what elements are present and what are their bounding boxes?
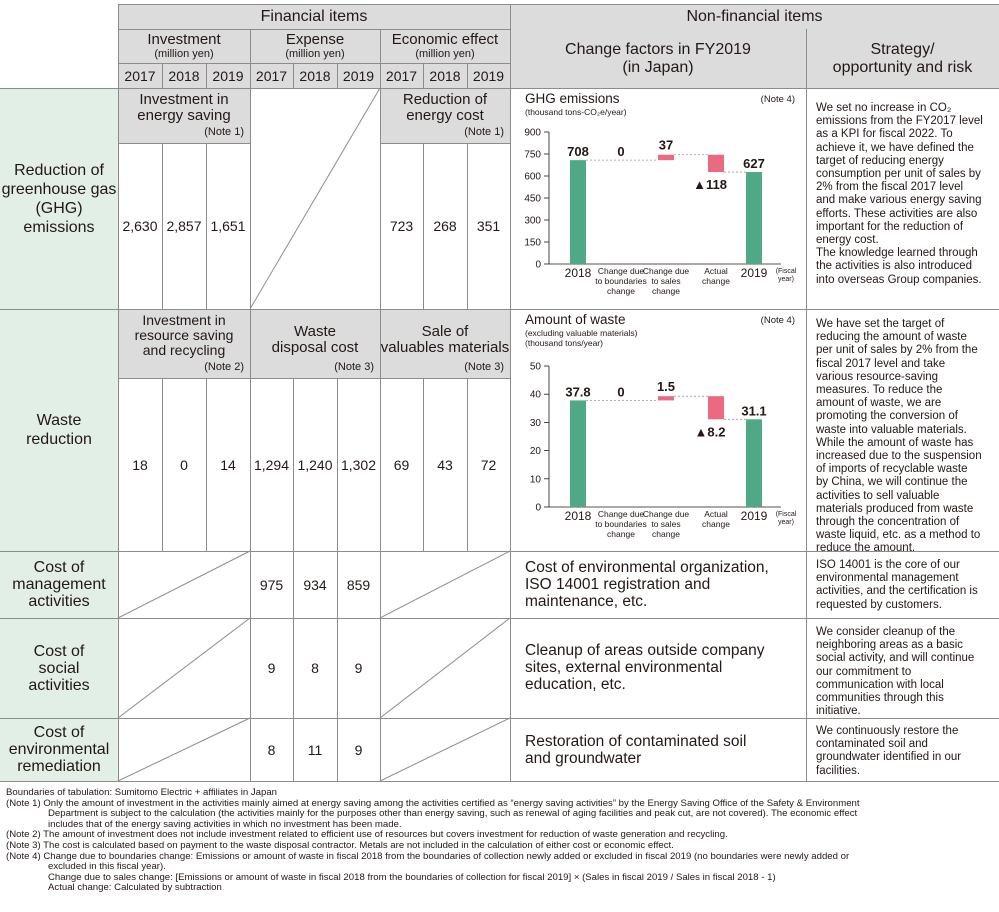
strategy-subtitle: opportunity and risk <box>832 58 973 76</box>
strategy-line: amount of waste, we are <box>816 397 942 410</box>
y-tick-label: 20 <box>529 446 541 458</box>
category-label: Actual <box>704 266 728 276</box>
title-line: valuables materials <box>380 339 510 356</box>
mgmt-expense-value: 859 <box>346 576 371 593</box>
x-axis-unit: (Fiscal <box>775 268 797 275</box>
data-label: 627 <box>743 156 765 172</box>
data-label: 0 <box>617 384 625 400</box>
strategy-line: promoting the conversion of <box>816 410 958 423</box>
mgmt-expense-value: 934 <box>303 576 327 593</box>
chart-subtitle: (excluding valuable materials) <box>525 328 638 338</box>
category-label: change <box>652 529 680 539</box>
mgmt-label-line: Cost of <box>33 559 85 576</box>
title-line: Investment in <box>139 91 229 108</box>
strategy-line: We continuously restore the <box>816 725 959 737</box>
factor-line: Cleanup of areas outside company <box>525 642 765 659</box>
year-header: 2018 <box>299 67 331 84</box>
y-tick-label: 600 <box>524 171 541 183</box>
strategy-line: consumption per unit of sales by <box>816 168 981 181</box>
remed-row-label <box>0 718 118 781</box>
category-label: 2019 <box>740 509 768 523</box>
strategy-line: While the amount of waste has <box>816 436 974 449</box>
ghg-emissions-chart <box>511 89 806 309</box>
waste-label-line: reduction <box>26 431 92 448</box>
strategy-line: energy cost. <box>816 234 879 247</box>
year-header: 2019 <box>212 67 244 84</box>
strategy-line: achieve it, we have defined the <box>816 141 974 154</box>
waste-expense-note: (Note 3) <box>334 361 374 373</box>
strategy-line: requested by customers. <box>816 598 942 611</box>
strategy-line: We have set the target of <box>816 318 945 330</box>
strategy-line: communities through this <box>816 692 944 705</box>
waste-expense-title <box>250 324 380 356</box>
data-label: 1.5 <box>656 379 676 395</box>
chart-note: (Note 4) <box>760 94 795 105</box>
mgmt-label-line: management <box>12 576 106 593</box>
remed-strategy-text <box>816 725 996 778</box>
category-label: to boundaries <box>595 519 647 529</box>
title-line: resource saving <box>134 327 234 343</box>
title-line: Waste <box>294 323 336 340</box>
data-label: ▲8.2 <box>694 424 726 440</box>
waste-economic-note: (Note 3) <box>464 361 504 373</box>
chart-note: (Note 4) <box>760 315 795 326</box>
change-factors-header <box>510 29 806 88</box>
waste-economic-value: 69 <box>393 456 410 473</box>
ghg-label-line: greenhouse gas <box>1 180 117 198</box>
strategy-line: as a KPI for fiscal 2022. To <box>816 128 953 141</box>
strategy-line: waste liquid, etc. as a method to <box>816 529 981 542</box>
change-factors-subtitle: (in Japan) <box>622 58 694 76</box>
factor-line: ISO 14001 registration and <box>525 576 711 593</box>
remed-expense-value: 9 <box>354 741 363 758</box>
factor-line: maintenance, etc. <box>525 593 648 610</box>
category-label: Change due <box>642 266 690 276</box>
category-label: to sales <box>651 276 681 286</box>
ghg-investment-value: 2,857 <box>166 218 202 234</box>
bar-actual-change <box>708 396 724 419</box>
category-label: Change due <box>597 509 645 519</box>
category-label: Change due <box>642 509 690 519</box>
strategy-line: by China, we will continue the <box>816 476 968 489</box>
strategy-line: facilities. <box>816 764 861 777</box>
ghg-row-label <box>0 88 118 309</box>
social-row-label <box>0 618 118 718</box>
factor-line: and groundwater <box>525 750 642 767</box>
y-tick-label: 40 <box>529 389 541 401</box>
waste-strategy-text <box>816 318 996 556</box>
social-label-line: activities <box>28 676 90 694</box>
year-header: 2017 <box>124 67 156 84</box>
title-line: energy cost <box>406 107 484 124</box>
footnotes <box>6 788 996 894</box>
category-label: change <box>607 286 635 296</box>
strategy-line: increased due to the suspension <box>816 450 982 463</box>
y-tick-label: 900 <box>524 127 541 139</box>
bar-2019 <box>746 172 762 264</box>
social-label-line: Cost of <box>33 642 85 660</box>
social-strategy-text <box>816 626 996 718</box>
ghg-economic-value: 723 <box>389 218 414 234</box>
mgmt-factor-text <box>525 559 805 610</box>
category-label: change <box>702 276 730 286</box>
strategy-line: contaminated soil and <box>816 738 928 751</box>
strategy-line: reducing the amount of waste <box>816 331 967 344</box>
remed-label-line: Cost of <box>33 724 85 741</box>
strategy-line: activities, and the certification is <box>816 585 978 598</box>
category-label: 2018 <box>564 266 592 280</box>
category-label: change <box>607 529 635 539</box>
strategy-line: through the concentration of <box>816 516 960 529</box>
strategy-line: materials produced from waste <box>816 502 974 515</box>
data-label: 37.8 <box>565 384 591 400</box>
strategy-line: various resource-saving <box>816 370 939 383</box>
waste-investment-note: (Note 2) <box>204 361 244 373</box>
category-label: Change due <box>597 266 645 276</box>
waste-economic-value: 43 <box>437 456 453 473</box>
strategy-line: measures. To reduce the <box>816 384 943 397</box>
ghg-economic-value: 351 <box>476 218 501 234</box>
strategy-line: initiative. <box>816 705 861 718</box>
bar-2018 <box>570 400 586 507</box>
year-header: 2017 <box>385 67 418 84</box>
expense-label: Expense <box>285 30 345 48</box>
remed-expense-value: 8 <box>267 741 276 758</box>
expense-unit: (million yen) <box>285 47 345 60</box>
footnote-line: includes that of the energy saving activities in which no investment has been made. <box>48 818 402 830</box>
social-expense-value: 8 <box>311 660 319 676</box>
y-tick-label: 750 <box>524 149 541 161</box>
category-label: change <box>652 286 680 296</box>
change-factors-title: Change factors in FY2019 <box>565 40 751 58</box>
strategy-line: groundwater identified in our <box>816 751 962 764</box>
category-label: 2019 <box>740 266 768 280</box>
category-label: 2018 <box>564 509 592 523</box>
chart-title: Amount of waste <box>525 312 626 327</box>
waste-investment-value: 18 <box>132 456 148 473</box>
y-tick-label: 0 <box>535 259 541 271</box>
ghg-investment-title <box>118 92 250 124</box>
chart-ylabel: (thousand tons/year) <box>525 338 603 348</box>
ghg-economic-title <box>380 92 510 124</box>
investment-header <box>118 29 250 63</box>
strategy-line: emissions from the FY2017 level <box>816 115 983 128</box>
footnote-line: (Note 3) The cost is calculated based on payment to the waste disposal contractor. Metals are not included in the calculation of either cost or economic effect. <box>6 839 674 851</box>
footnote-line: (Note 4) Change due to boundaries change: Emissions or amount of waste in fiscal 2018 from the boundaries of collection newly added or excluded in fiscal 2019 (no boundaries were newly added or <box>6 850 850 862</box>
chart-title: GHG emissions <box>525 91 620 106</box>
title-line: Investment in <box>142 312 226 328</box>
x-axis-unit: year) <box>778 519 794 526</box>
strategy-line: our commitment to <box>816 665 912 678</box>
bar-actual-change <box>708 155 724 172</box>
footnote-line: Department is subject to the calculation (the activities mainly for the purposes other than energy saving, such as renewal of aging facilities and peak cut, are not covered). The economic effect <box>48 808 858 820</box>
strategy-line: the activities is also introduced <box>816 260 972 273</box>
strategy-line: neighboring areas as a basic <box>816 639 964 652</box>
bar-2018 <box>570 160 586 264</box>
strategy-line: social activity, and will continue <box>816 652 975 665</box>
strategy-line: 2% from the fiscal 2017 level <box>816 181 964 194</box>
social-expense-value: 9 <box>354 660 363 676</box>
y-tick-label: 30 <box>529 417 541 429</box>
footnote-line: Actual change: Calculated by subtraction <box>48 882 222 894</box>
year-header: 2018 <box>429 67 461 84</box>
title-line: disposal cost <box>271 339 359 356</box>
nonfinancial-items-header: Non-financial items <box>686 7 823 25</box>
ghg-investment-note: (Note 1) <box>204 126 244 138</box>
title-line: energy saving <box>137 107 231 124</box>
social-factor-text <box>525 642 805 693</box>
title-line: and recycling <box>142 342 226 358</box>
waste-economic-value: 72 <box>480 456 497 473</box>
y-tick-label: 0 <box>535 502 541 514</box>
strategy-line: ISO 14001 is the core of our <box>816 559 960 571</box>
ghg-investment-value: 2,630 <box>122 218 158 234</box>
x-axis-unit: year) <box>778 276 794 283</box>
y-tick-label: 450 <box>524 193 541 205</box>
remed-factor-text <box>525 733 805 767</box>
y-tick-label: 50 <box>529 361 541 373</box>
remed-label-line: environmental <box>8 741 110 758</box>
category-label: Actual <box>704 509 728 519</box>
strategy-line: target of reducing energy <box>816 154 944 167</box>
footnote-line: Change due to sales change: [Emissions or amount of waste in fiscal 2018 from the boundaries of collection for fiscal 2019] × (Sales in fiscal 2019 / Sales in fiscal 2018 - 1) <box>48 871 776 883</box>
ghg-economic-value: 268 <box>433 218 457 234</box>
title-line: Reduction of <box>402 91 488 108</box>
waste-expense-value: 1,294 <box>253 456 290 473</box>
category-label: to sales <box>651 519 681 529</box>
footnote-line: excluded in this fiscal year). <box>48 861 166 873</box>
x-axis-unit: (Fiscal <box>775 511 797 518</box>
strategy-line: fiscal 2017 level and take <box>816 357 946 370</box>
mgmt-label-line: activities <box>28 593 90 610</box>
year-header: 2019 <box>472 67 505 84</box>
economic-effect-label: Economic effect <box>391 30 499 48</box>
strategy-line: into overseas Group companies. <box>816 273 982 286</box>
economic-effect-unit: (million yen) <box>415 47 475 60</box>
waste-expense-value: 1,240 <box>297 456 333 473</box>
expense-header <box>250 29 380 63</box>
strategy-line: activities to sell valuable <box>816 489 940 502</box>
year-header: 2017 <box>255 67 288 84</box>
year-header: 2018 <box>168 67 200 84</box>
ghg-economic-note: (Note 1) <box>464 126 504 138</box>
ghg-label-line: Reduction of <box>14 161 104 179</box>
data-label: 708 <box>567 144 589 160</box>
strategy-line: reduce the amount. <box>816 542 916 555</box>
footnote-line: (Note 1) Only the amount of investment in the activities mainly aimed at energy saving among the activities certified as “energy saving activities” by the Energy Saving Office of the Safety & Environment <box>6 797 860 809</box>
ghg-strategy-text <box>816 102 996 287</box>
factor-line: Cost of environmental organization, <box>525 559 769 576</box>
strategy-line: We consider cleanup of the <box>816 626 956 638</box>
strategy-line: communication with local <box>816 678 944 691</box>
data-label: ▲118 <box>693 177 727 193</box>
bar-2019 <box>746 419 762 507</box>
ghg-investment-value: 1,651 <box>210 218 246 234</box>
year-header: 2019 <box>342 67 375 84</box>
title-line: Sale of <box>421 323 469 340</box>
strategy-header <box>806 29 999 88</box>
waste-investment-value: 14 <box>220 456 236 473</box>
waste-amount-chart <box>511 310 806 550</box>
footnote-line: Boundaries of tabulation: Sumitomo Electric + affiliates in Japan <box>6 787 277 798</box>
strategy-line: environmental management <box>816 572 959 585</box>
mgmt-expense-value: 975 <box>259 576 284 593</box>
investment-label: Investment <box>147 30 221 48</box>
data-label: 37 <box>658 137 674 153</box>
strategy-line: efforts. These activities are also <box>816 207 978 220</box>
investment-unit: (million yen) <box>154 47 214 60</box>
economic-effect-header <box>380 29 510 63</box>
strategy-title: Strategy/ <box>870 40 935 58</box>
waste-label-line: Waste <box>36 412 82 429</box>
factor-line: sites, external environmental <box>525 659 723 676</box>
factor-line: Restoration of contaminated soil <box>525 733 747 750</box>
waste-investment-title <box>118 313 250 358</box>
y-tick-label: 300 <box>524 215 541 227</box>
waste-investment-value: 0 <box>180 456 188 473</box>
strategy-line: The knowledge learned through <box>816 247 978 260</box>
chart-ylabel: (thousand tons-CO₂e/year) <box>525 107 627 117</box>
strategy-line: important for the reduction of <box>816 220 964 233</box>
strategy-line: and make various energy saving <box>816 194 982 207</box>
ghg-label-line: (GHG) emissions <box>23 199 95 236</box>
data-label: 0 <box>617 144 625 160</box>
category-label: to boundaries <box>595 276 647 286</box>
social-expense-value: 9 <box>267 660 276 676</box>
strategy-line: of imports of recyclable waste <box>816 463 968 476</box>
bar-sales-change <box>658 155 674 160</box>
y-tick-label: 150 <box>524 237 541 249</box>
strategy-line: We set no increase in CO₂ <box>816 102 952 114</box>
mgmt-row-label <box>0 551 118 618</box>
waste-economic-title <box>380 324 510 356</box>
data-label: 31.1 <box>741 403 767 419</box>
financial-items-header: Financial items <box>260 7 368 25</box>
remed-expense-value: 11 <box>307 741 323 758</box>
footnote-line: (Note 2) The amount of investment does not include investment related to efficient use of resources but covers investment for reduction of waste generation and recycling. <box>6 829 728 841</box>
strategy-line: waste into valuable materials. <box>816 423 967 436</box>
category-label: change <box>702 519 730 529</box>
bar-sales-change <box>658 396 674 400</box>
y-tick-label: 10 <box>529 474 541 486</box>
waste-expense-value: 1,302 <box>340 456 377 473</box>
remed-label-line: remediation <box>17 758 101 775</box>
social-label-line: social <box>38 659 80 677</box>
mgmt-strategy-text <box>816 559 996 612</box>
factor-line: education, etc. <box>525 676 626 693</box>
waste-row-label <box>0 309 118 551</box>
strategy-line: per unit of sales by 2% from the <box>816 344 978 357</box>
